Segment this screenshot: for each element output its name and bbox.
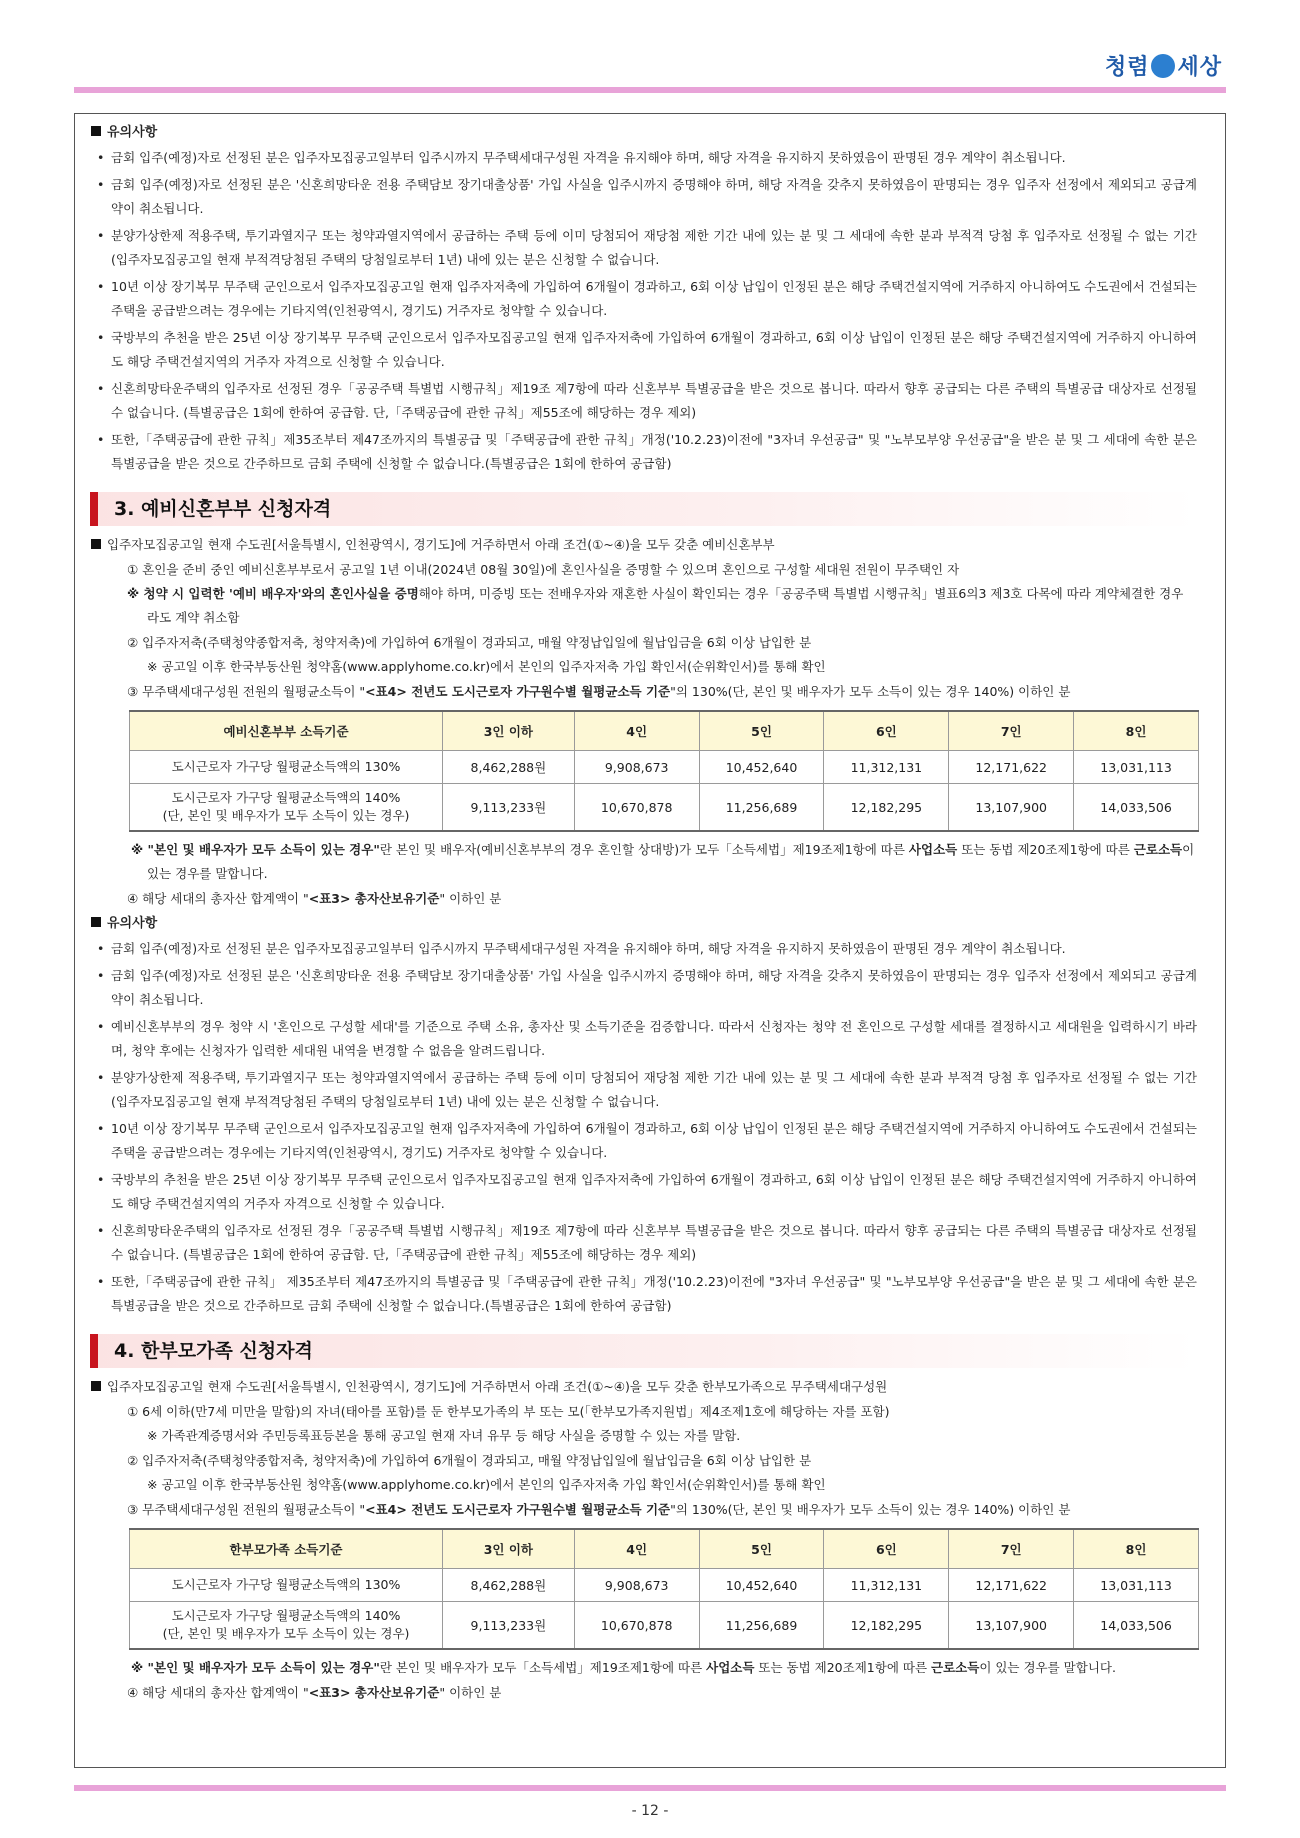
table-row: [130, 784, 1199, 832]
table-header: 6인: [824, 1529, 949, 1569]
table-cell: 10,670,878: [574, 1602, 699, 1650]
income-table: [129, 1528, 1199, 1650]
condition-1: ① 6세 이하(만7세 미만을 말함)의 자녀(태아를 포함)를 둔 한부모가족의 부 또는 모(「한부모가족지원법」제4조제1호에 해당하는 자를 포함): [127, 1404, 890, 1419]
condition-1: ① 혼인을 준비 중인 예비신혼부부로서 공고일 1년 이내(2024년 08월 30일)에 혼인사실을 증명할 수 있으며 혼인으로 구성할 세대원 전원이 무주택인 자: [127, 562, 960, 577]
square-bullet-icon: [91, 917, 101, 927]
condition-2: ② 입주자저축(주택청약종합저축, 청약저축)에 가입하여 6개월이 경과되고, 매월 약정납입일에 월납입금을 6회 이상 납입한 분: [127, 1453, 812, 1468]
table-header: 4인: [574, 711, 699, 751]
condition-1-note: ※ 가족관계증명서와 주민등록표등본을 통해 공고일 현재 자녀 유무 등 해당 사실을 증명할 수 있는 자를 말함.: [147, 1428, 741, 1443]
table-footnote: ※ "본인 및 배우자가 모두 소득이 있는 경우"란 본인 및 배우자가 모두「소득세법」제19조제1항에 따른 사업소득 또는 동법 제20조제1항에 따른 근로소득이 있는 경우를 말합니다.: [131, 1660, 1116, 1675]
footer-divider: [74, 1785, 1226, 1791]
table-cell: 12,182,295: [824, 784, 949, 832]
section-marker: [90, 1334, 98, 1368]
condition-1-note: ※ 청약 시 입력한 '예비 배우자'와의 혼인사실을 증명해야 하며, 미증빙 또는 전배우자와 재혼한 사실이 확인되는 경우「공공주택 특별법 시행규칙」별표6의3 제3호 다목에 따라 계약체결한 경우라도 계약 취소함: [127, 586, 1184, 625]
logo-text-right: 세상: [1177, 55, 1222, 80]
table-cell: 10,670,878: [574, 784, 699, 832]
condition-2: ② 입주자저축(주택청약종합저축, 청약저축)에 가입하여 6개월이 경과되고, 매월 약정납입일에 월납입금을 6회 이상 납입한 분: [127, 635, 812, 650]
note-item: • 10년 이상 장기복무 무주택 군인으로서 입주자모집공고일 현재 입주자저축에 가입하여 6개월이 경과하고, 6회 이상 납입이 인정된 분은 해당 주택건설지역에 거주하지 아니하여도 수도권에서 건설되는 주택을 공급받으려는 경우에는 기타지역(인천광역시, 경기도) 거주자로 청약할 수 있습니다.: [91, 275, 1197, 323]
table-cell: 13,031,113: [1074, 1569, 1199, 1602]
income-table: [129, 710, 1199, 832]
logo: [1105, 50, 1222, 81]
table-header: 3인 이하: [443, 1529, 575, 1569]
square-bullet-icon: [91, 539, 101, 549]
note-item: • 금회 입주(예정)자로 선정된 분은 '신혼희망타운 전용 주택담보 장기대출상품' 가입 사실을 입주시까지 증명해야 하며, 해당 자격을 갖추지 못하였음이 판명되는 경우 입주자 선정에서 제외되고 공급계약이 취소됩니다.: [91, 173, 1197, 221]
table-cell: 11,312,131: [824, 1569, 949, 1602]
table-cell: 10,452,640: [699, 751, 824, 784]
section-marker: [90, 492, 98, 526]
logo-emblem-icon: [1151, 54, 1175, 78]
table-header: 5인: [699, 711, 824, 751]
table-cell: 8,462,288원: [443, 1569, 575, 1602]
table-cell: 9,113,233원: [443, 784, 575, 832]
table-header-row: [130, 711, 1199, 751]
table-cell: 8,462,288원: [443, 751, 575, 784]
notes-list: [91, 937, 1197, 1318]
table-cell: 12,171,622: [949, 751, 1074, 784]
notes-heading: 유의사항: [91, 120, 1197, 146]
table-row: [130, 1569, 1199, 1602]
note-item: • 국방부의 추천을 받은 25년 이상 장기복무 무주택 군인으로서 입주자모집공고일 현재 입주자저축에 가입하여 6개월이 경과하고, 6회 이상 납입이 인정된 분은 해당 주택건설지역에 거주하지 아니하여도 해당 주택건설지역의 거주자 자격으로 신청할 수 있습니다.: [91, 326, 1197, 374]
table-cell: 9,908,673: [574, 1569, 699, 1602]
note-item: • 국방부의 추천을 받은 25년 이상 장기복무 무주택 군인으로서 입주자모집공고일 현재 입주자저축에 가입하여 6개월이 경과하고, 6회 이상 납입이 인정된 분은 해당 주택건설지역에 거주하지 아니하여도 해당 주택건설지역의 거주자 자격으로 신청할 수 있습니다.: [91, 1168, 1197, 1216]
table-header: 3인 이하: [443, 711, 575, 751]
table-header: 5인: [699, 1529, 824, 1569]
table-header: 7인: [949, 1529, 1074, 1569]
content-frame: [74, 113, 1226, 1768]
table-cell: 14,033,506: [1074, 784, 1199, 832]
table-cell: 도시근로자 가구당 월평균소득액의 130%: [130, 751, 443, 784]
table-header: 한부모가족 소득기준: [130, 1529, 443, 1569]
table-cell: 11,256,689: [699, 784, 824, 832]
condition-3: ③ 무주택세대구성원 전원의 월평균소득이 "<표4> 전년도 도시근로자 가구원수별 월평균소득 기준"의 130%(단, 본인 및 배우자가 모두 소득이 있는 경우 140%) 이하인 분: [127, 1502, 1071, 1517]
table-cell: 14,033,506: [1074, 1602, 1199, 1650]
table-row: [130, 1602, 1199, 1650]
eligibility-condition: 입주자모집공고일 현재 수도권[서울특별시, 인천광역시, 경기도]에 거주하면서 아래 조건(①~④)을 모두 갖춘 한부모가족으로 무주택세대구성원: [91, 1374, 1197, 1399]
table-cell: 12,182,295: [824, 1602, 949, 1650]
table-cell: 도시근로자 가구당 월평균소득액의 140% (단, 본인 및 배우자가 모두 소득이 있는 경우): [130, 1602, 443, 1650]
note-item: • 10년 이상 장기복무 무주택 군인으로서 입주자모집공고일 현재 입주자저축에 가입하여 6개월이 경과하고, 6회 이상 납입이 인정된 분은 해당 주택건설지역에 거주하지 아니하여도 수도권에서 건설되는 주택을 공급받으려는 경우에는 기타지역(인천광역시, 경기도) 거주자로 청약할 수 있습니다.: [91, 1117, 1197, 1165]
table-header: 예비신혼부부 소득기준: [130, 711, 443, 751]
table-header: 6인: [824, 711, 949, 751]
square-bullet-icon: [91, 1381, 101, 1391]
header-divider: [74, 87, 1226, 93]
table-cell: 9,113,233원: [443, 1602, 575, 1650]
table-cell: 13,107,900: [949, 784, 1074, 832]
square-bullet-icon: [91, 126, 101, 136]
table-footnote: ※ "본인 및 배우자가 모두 소득이 있는 경우"란 본인 및 배우자(예비신혼부부의 경우 혼인할 상대방)가 모두「소득세법」제19조제1항에 따른 사업소득 또는 동법 제20조제1항에 따른 근로소득이 있는 경우를 말합니다.: [131, 842, 1195, 881]
notes-list: [91, 146, 1197, 476]
table-header: 7인: [949, 711, 1074, 751]
table-cell: 13,107,900: [949, 1602, 1074, 1650]
note-item: • 분양가상한제 적용주택, 투기과열지구 또는 청약과열지역에서 공급하는 주택 등에 이미 당첨되어 재당첨 제한 기간 내에 있는 분 및 그 세대에 속한 분과 부적격 당첨 후 입주자로 선정될 수 없는 기간(입주자모집공고일 현재 부적격당첨된 주택의 당첨일로부터 1년) 내에 있는 분은 신청할 수 없습니다.: [91, 1066, 1197, 1114]
section-title: 4. 한부모가족 신청자격: [90, 1334, 1197, 1368]
eligibility-condition: 입주자모집공고일 현재 수도권[서울특별시, 인천광역시, 경기도]에 거주하면서 아래 조건(①~④)을 모두 갖춘 예비신혼부부: [91, 532, 1197, 557]
section-title: 3. 예비신혼부부 신청자격: [90, 492, 1197, 526]
table-header: 8인: [1074, 711, 1199, 751]
notes-heading: 유의사항: [91, 911, 1197, 937]
note-item: • 금회 입주(예정)자로 선정된 분은 입주자모집공고일부터 입주시까지 무주택세대구성원 자격을 유지해야 하며, 해당 자격을 유지하지 못하였음이 판명된 경우 계약이 취소됩니다.: [91, 937, 1197, 961]
table-cell: 11,256,689: [699, 1602, 824, 1650]
table-cell: 11,312,131: [824, 751, 949, 784]
note-item: • 금회 입주(예정)자로 선정된 분은 입주자모집공고일부터 입주시까지 무주택세대구성원 자격을 유지해야 하며, 해당 자격을 유지하지 못하였음이 판명된 경우 계약이 취소됩니다.: [91, 146, 1197, 170]
note-item: • 예비신혼부부의 경우 청약 시 '혼인으로 구성할 세대'를 기준으로 주택 소유, 총자산 및 소득기준을 검증합니다. 따라서 신청자는 청약 전 혼인으로 구성할 세대를 결정하시고 세대원을 입력하시기 바라며, 청약 후에는 신청자가 입력한 세대원 내역을 변경할 수 없음을 알려드립니다.: [91, 1015, 1197, 1063]
condition-4: ④ 해당 세대의 총자산 합계액이 "<표3> 총자산보유기준" 이하인 분: [127, 1685, 502, 1700]
table-header-row: [130, 1529, 1199, 1569]
table-cell: 9,908,673: [574, 751, 699, 784]
note-item: • 분양가상한제 적용주택, 투기과열지구 또는 청약과열지역에서 공급하는 주택 등에 이미 당첨되어 재당첨 제한 기간 내에 있는 분 및 그 세대에 속한 분과 부적격 당첨 후 입주자로 선정될 수 없는 기간(입주자모집공고일 현재 부적격당첨된 주택의 당첨일로부터 1년) 내에 있는 분은 신청할 수 없습니다.: [91, 224, 1197, 272]
page-number: - 12 -: [631, 1803, 669, 1819]
note-item: • 또한,「주택공급에 관한 규칙」 제35조부터 제47조까지의 특별공급 및「주택공급에 관한 규칙」개정('10.2.23)이전에 "3자녀 우선공급" 및 "노부모부양 우선공급"을 받은 분 및 그 세대에 속한 분은 특별공급을 받은 것으로 간주하므로 금회 주택에 신청할 수 없습니다.(특별공급은 1회에 한하여 공급함): [91, 1270, 1197, 1318]
condition-2-note: ※ 공고일 이후 한국부동산원 청약홈(www.applyhome.co.kr)에서 본인의 입주자저축 가입 확인서(순위확인서)를 통해 확인: [147, 659, 826, 674]
note-item: • 또한,「주택공급에 관한 규칙」제35조부터 제47조까지의 특별공급 및「주택공급에 관한 규칙」개정('10.2.23)이전에 "3자녀 우선공급" 및 "노부모부양 우선공급"을 받은 분 및 그 세대에 속한 분은 특별공급을 받은 것으로 간주하므로 금회 주택에 신청할 수 없습니다.(특별공급은 1회에 한하여 공급함): [91, 428, 1197, 476]
condition-4: ④ 해당 세대의 총자산 합계액이 "<표3> 총자산보유기준" 이하인 분: [127, 891, 502, 906]
condition-3: ③ 무주택세대구성원 전원의 월평균소득이 "<표4> 전년도 도시근로자 가구원수별 월평균소득 기준"의 130%(단, 본인 및 배우자가 모두 소득이 있는 경우 140%) 이하인 분: [127, 684, 1071, 699]
table-header: 8인: [1074, 1529, 1199, 1569]
condition-2-note: ※ 공고일 이후 한국부동산원 청약홈(www.applyhome.co.kr)에서 본인의 입주자저축 가입 확인서(순위확인서)를 통해 확인: [147, 1477, 826, 1492]
logo-text-left: 청렴: [1104, 55, 1150, 80]
note-item: • 금회 입주(예정)자로 선정된 분은 '신혼희망타운 전용 주택담보 장기대출상품' 가입 사실을 입주시까지 증명해야 하며, 해당 자격을 갖추지 못하였음이 판명되는 경우 입주자 선정에서 제외되고 공급계약이 취소됩니다.: [91, 964, 1197, 1012]
note-item: • 신혼희망타운주택의 입주자로 선정된 경우「공공주택 특별법 시행규칙」제19조 제7항에 따라 신혼부부 특별공급을 받은 것으로 봅니다. 따라서 향후 공급되는 다른 주택의 특별공급 대상자로 선정될 수 없습니다. (특별공급은 1회에 한하여 공급함. 단,「주택공급에 관한 규칙」제55조에 해당하는 경우 제외): [91, 1219, 1197, 1267]
table-row: [130, 751, 1199, 784]
table-cell: 12,171,622: [949, 1569, 1074, 1602]
table-cell: 10,452,640: [699, 1569, 824, 1602]
table-header: 4인: [574, 1529, 699, 1569]
table-cell: 도시근로자 가구당 월평균소득액의 140% (단, 본인 및 배우자가 모두 소득이 있는 경우): [130, 784, 443, 832]
table-cell: 13,031,113: [1074, 751, 1199, 784]
table-cell: 도시근로자 가구당 월평균소득액의 130%: [130, 1569, 443, 1602]
note-item: • 신혼희망타운주택의 입주자로 선정된 경우「공공주택 특별법 시행규칙」제19조 제7항에 따라 신혼부부 특별공급을 받은 것으로 봅니다. 따라서 향후 공급되는 다른 주택의 특별공급 대상자로 선정될 수 없습니다. (특별공급은 1회에 한하여 공급함. 단,「주택공급에 관한 규칙」제55조에 해당하는 경우 제외): [91, 377, 1197, 425]
